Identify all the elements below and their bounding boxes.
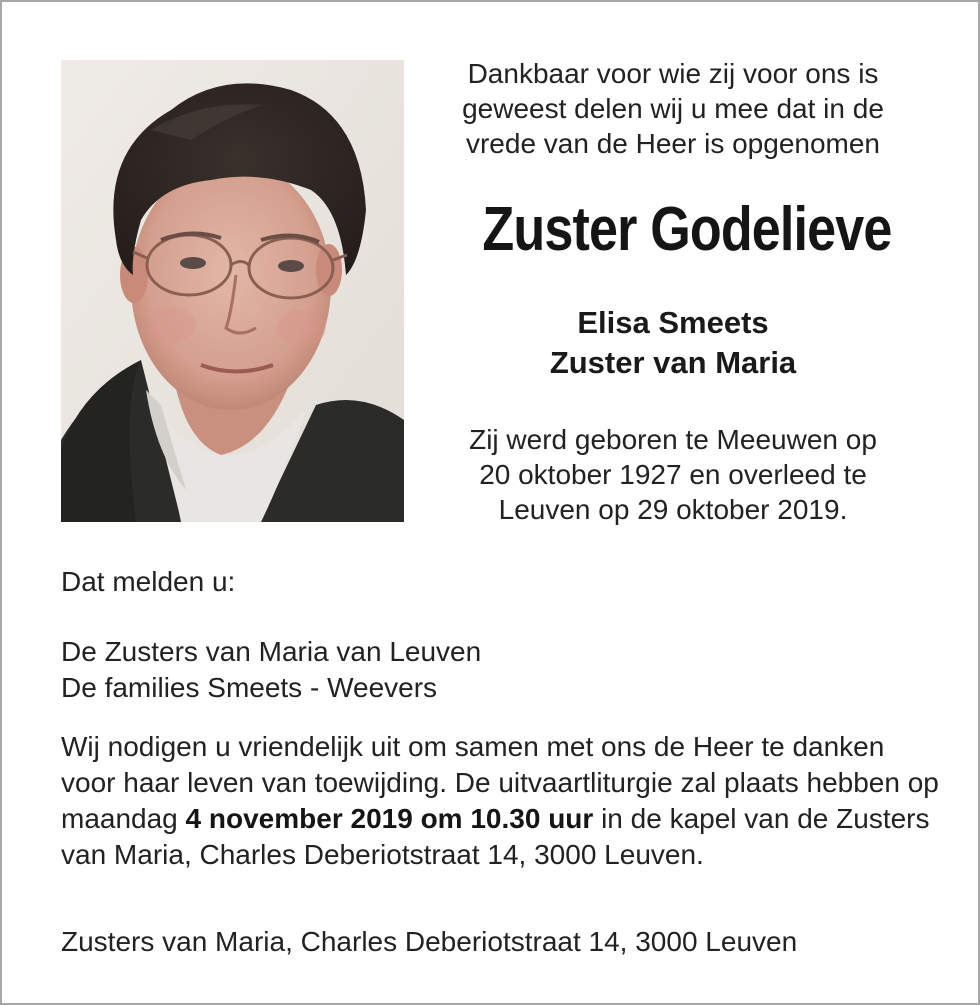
invitation-location: in de kapel van de Zusters van Maria, Charles Deberiotstraat 14, 3000 Leuven.	[61, 803, 930, 870]
families-list	[61, 634, 941, 706]
dates-line: Zij werd geboren te Meeuwen op	[469, 424, 877, 455]
congregation-name: Zuster van Maria	[549, 345, 797, 380]
contact-address: Zusters van Maria, Charles Deberiotstraat 14, 3000 Leuven	[61, 926, 798, 957]
funeral-datetime: 4 november 2019 om 10.30 uur	[185, 803, 594, 834]
invitation-text: Wij nodigen u vriendelijk uit om samen met ons de Heer te danken voor haar leven van toewijding. De uitvaartliturgie zal plaats hebben op maandag	[61, 731, 939, 834]
announcement-heading: Dat melden u:	[61, 566, 236, 597]
intro-line: Dankbaar voor wie zij voor ons is	[467, 58, 879, 89]
intro-line: vrede van de Heer is opgenomen	[465, 128, 881, 159]
civil-name: Elisa Smeets	[577, 305, 769, 340]
family-line: De families Smeets - Weevers	[61, 672, 438, 703]
dates-line: Leuven op 29 oktober 2019.	[498, 494, 848, 525]
portrait-illustration	[61, 60, 404, 522]
funeral-invitation	[61, 729, 941, 873]
intro-text	[422, 56, 924, 161]
intro-line: geweest delen wij u mee dat in de	[462, 93, 884, 124]
portrait-photo	[61, 60, 404, 522]
deceased-subname	[422, 303, 924, 383]
dates-line: 20 oktober 1927 en overleed te	[479, 459, 867, 490]
family-line: De Zusters van Maria van Leuven	[61, 636, 482, 667]
life-dates	[422, 422, 924, 527]
deceased-name: Zuster Godelieve	[482, 195, 892, 264]
